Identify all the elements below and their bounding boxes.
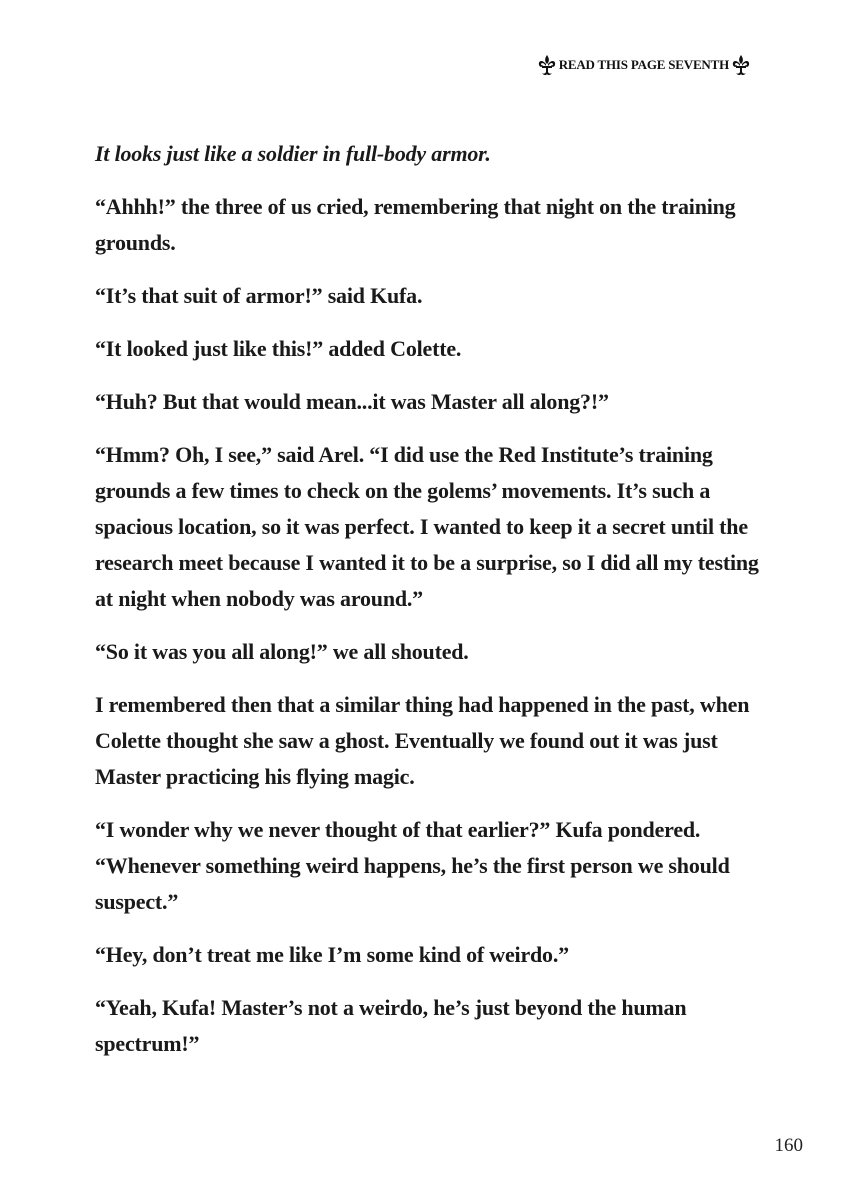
page-body xyxy=(95,136,775,1079)
page-number: 160 xyxy=(774,1135,803,1156)
paragraph: “I wonder why we never thought of that earlier?” Kufa pondered. “Whenever something weird happens, he’s the first person we should suspect.” xyxy=(95,817,730,914)
paragraph: “It looked just like this!” added Colette. xyxy=(95,336,462,361)
page-header xyxy=(537,54,751,76)
paragraph: It looks just like a soldier in full-body armor. xyxy=(95,141,491,166)
paragraph: “Hey, don’t treat me like I’m some kind of weirdo.” xyxy=(95,942,569,967)
paragraph: “Huh? But that would mean...it was Master all along?!” xyxy=(95,389,609,414)
paragraph: “It’s that suit of armor!” said Kufa. xyxy=(95,283,423,308)
paragraph: “Yeah, Kufa! Master’s not a weirdo, he’s just beyond the human spectrum!” xyxy=(95,995,687,1056)
fleur-de-lis-icon xyxy=(731,54,751,76)
paragraph: “Ahhh!” the three of us cried, remembering that night on the training grounds. xyxy=(95,194,736,255)
paragraph: “So it was you all along!” we all shouted. xyxy=(95,639,469,664)
paragraph: “Hmm? Oh, I see,” said Arel. “I did use the Red Institute’s training grounds a few times to check on the golems’ movements. It’s such a spacious location, so it was perfect. I wanted to keep it a secret until the research meet because I wanted it to be a surprise, so I did all my testing at night when nobody was around.” xyxy=(95,442,759,611)
paragraph: I remembered then that a similar thing had happened in the past, when Colette thought she saw a ghost. Eventually we found out it was just Master practicing his flying magic. xyxy=(95,692,750,789)
fleur-de-lis-icon xyxy=(537,54,557,76)
header-title: READ THIS PAGE SEVENTH xyxy=(558,57,729,72)
